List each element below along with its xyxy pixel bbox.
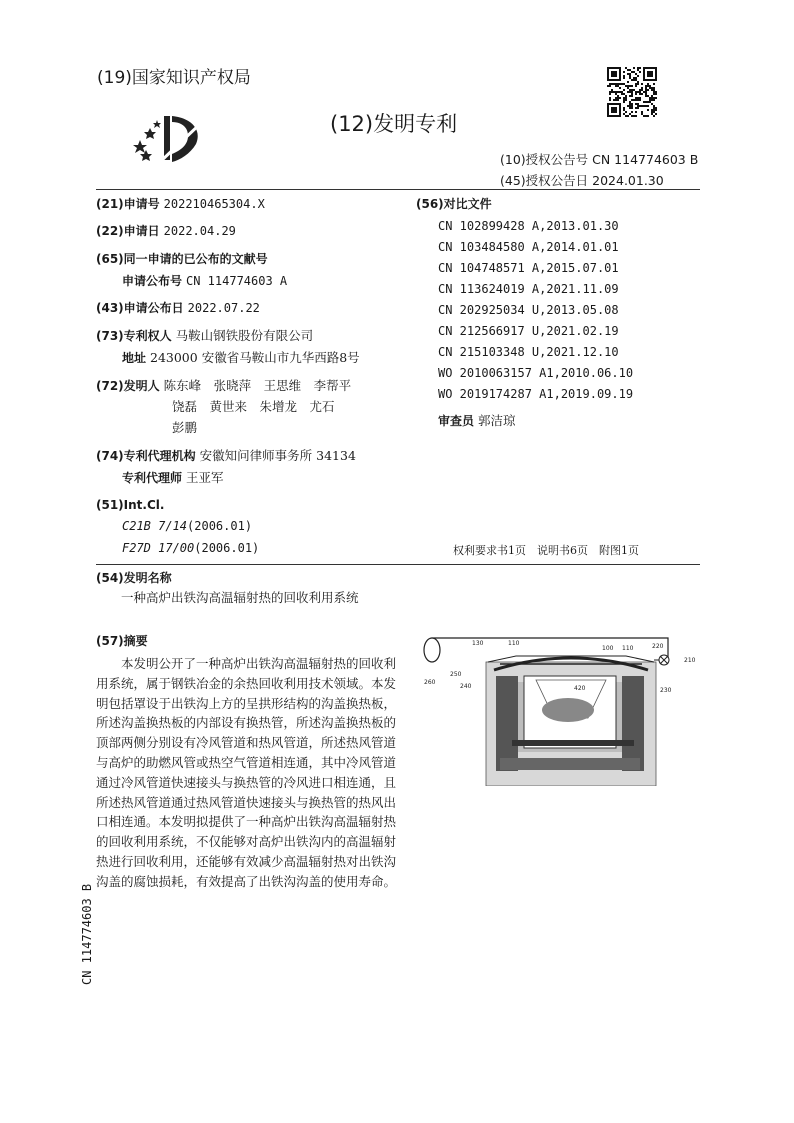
examiner: 审查员 郭洁琼 <box>438 413 516 428</box>
office-name: (19)国家知识产权局 <box>97 68 251 88</box>
invention-title: 一种高炉出铁沟高温辐射热的回收利用系统 <box>121 590 359 605</box>
figure-label: 110 <box>508 640 520 647</box>
reference-item: CN 212566917 U,2021.02.19 <box>438 324 619 338</box>
field-73-address: 地址 243000 安徽省马鞍山市九华西路8号 <box>122 350 360 365</box>
field-65-sub: 申请公布号 CN 114774603 A <box>122 274 288 288</box>
reference-item: CN 104748571 A,2015.07.01 <box>438 261 619 275</box>
field-72: (72)发明人 陈东峰 张晓萍 王思维 李帮平 <box>96 378 352 393</box>
reference-item: CN 202925034 U,2013.05.08 <box>438 303 619 317</box>
ipc-2: F27D 17/00(2006.01) <box>122 541 260 555</box>
ipc-1: C21B 7/14(2006.01) <box>122 519 253 533</box>
reference-item: CN 215103348 U,2021.12.10 <box>438 345 619 359</box>
reference-item: CN 102899428 A,2013.01.30 <box>438 219 619 233</box>
cnipa-logo <box>130 110 206 166</box>
field-56: (56)对比文件 <box>416 197 492 211</box>
document-type: (12)发明专利 <box>330 112 458 136</box>
field-74-agent: 专利代理师 王亚军 <box>122 470 224 485</box>
page-counts: 权利要求书1页 说明书6页 附图1页 <box>453 544 639 557</box>
figure-label: 210 <box>684 657 696 664</box>
field-74: (74)专利代理机构 安徽知问律师事务所 34134 <box>96 448 356 463</box>
figure-label: 100 <box>602 645 614 652</box>
figure-label: 230 <box>660 687 672 694</box>
figure-label: 110 <box>622 645 634 652</box>
figure-label: 260 <box>424 679 436 686</box>
field-73: (73)专利权人 马鞍山钢铁股份有限公司 <box>96 328 314 343</box>
field-65: (65)同一申请的已公布的文献号 <box>96 252 268 266</box>
header-rule <box>96 189 700 190</box>
publication-number: (10)授权公告号 CN 114774603 B <box>500 152 699 167</box>
reference-item: WO 2019174287 A1,2019.09.19 <box>438 387 634 401</box>
title-label: (54)发明名称 <box>96 571 172 585</box>
abstract-text: 本发明公开了一种高炉出铁沟高温辐射热的回收利用系统，属于钢铁冶金的余热回收利用技术领域。本发明包括罩设于出铁沟上方的呈拱形结构的沟盖换热板，所述沟盖换热板的内部设有换热管，所述沟盖换热板的顶部两侧分别设有冷风管道和热风管道，所述热风管道与高炉的助燃风管或热空气管道相连通，其中冷风管道通过冷风管道快速接头与换热管的冷风进口相连通，且所述热风管道通过热风管道快速接头与换热管的热风出口相连通。本发明拟提供了一种高炉出铁沟高温辐射热的回收利用系统，不仅能够对高炉出铁沟内的高温辐射热进行回收利用，还能够有效减少高温辐射热对出铁沟沟盖的腐蚀损耗，有效提高了出铁沟沟盖的使用寿命。 <box>96 656 397 889</box>
publication-date: (45)授权公告日 2024.01.30 <box>500 173 664 188</box>
figure-label: 130 <box>472 640 484 647</box>
side-document-number: CN 114774603 B <box>80 883 94 985</box>
abstract-label: (57)摘要 <box>96 634 148 648</box>
abstract-figure <box>416 636 706 786</box>
reference-item: CN 113624019 A,2021.11.09 <box>438 282 619 296</box>
figure-label: 240 <box>460 683 472 690</box>
middle-rule <box>96 564 700 565</box>
field-21: (21)申请号 202210465304.X <box>96 197 265 211</box>
inventors-line-3: 彭鹏 <box>172 420 198 435</box>
field-43: (43)申请公布日 2022.07.22 <box>96 301 260 315</box>
reference-item: WO 2010063157 A1,2010.06.10 <box>438 366 634 380</box>
reference-item: CN 103484580 A,2014.01.01 <box>438 240 619 254</box>
figure-label: 220 <box>652 643 664 650</box>
figure-label: 420 <box>574 685 586 692</box>
qr-code <box>607 67 657 117</box>
reference-list <box>438 216 633 405</box>
field-22: (22)申请日 2022.04.29 <box>96 224 236 238</box>
field-51: (51)Int.Cl. <box>96 498 165 512</box>
figure-label: 250 <box>450 671 462 678</box>
inventors-line-2: 饶磊 黄世来 朱增龙 尤石 <box>172 399 335 414</box>
